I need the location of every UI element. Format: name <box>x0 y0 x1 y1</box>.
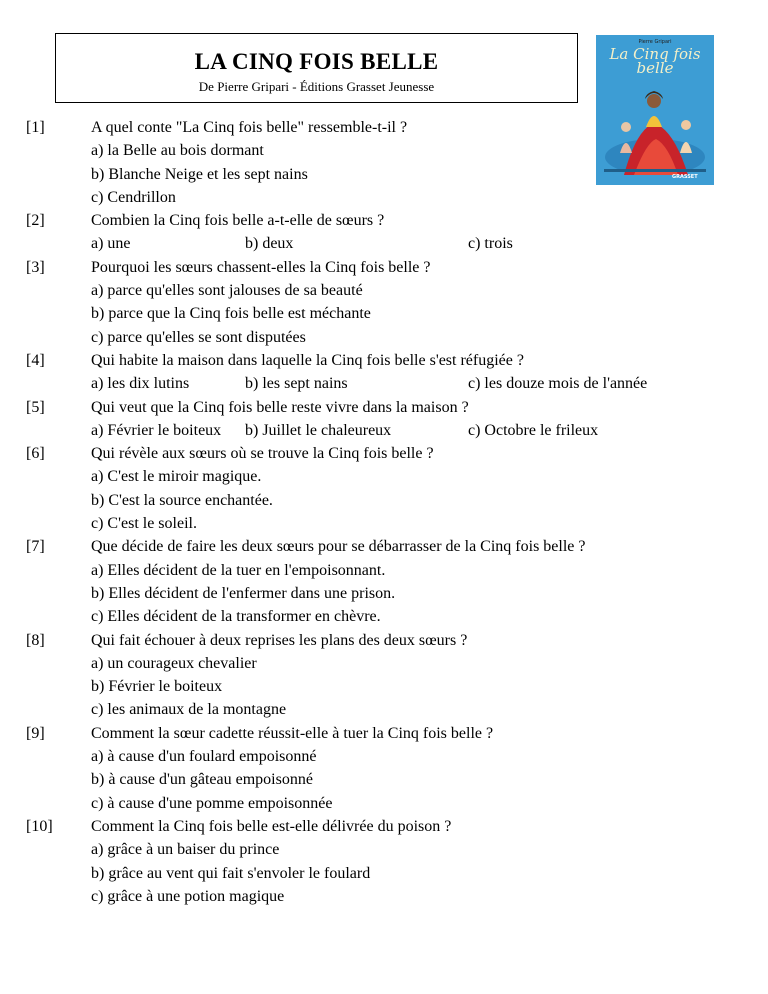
question-9 <box>0 722 768 745</box>
question-10 <box>0 815 768 838</box>
question-text: Que décide de faire les deux sœurs pour se débarrasser de la Cinq fois belle ? <box>91 538 586 556</box>
cover-title-line1: La Cinq fois <box>609 45 701 63</box>
answer-option: a) parce qu'elles sont jalouses de sa beauté <box>91 282 363 300</box>
question-7 <box>0 535 768 558</box>
answer-option: c) grâce à une potion magique <box>91 887 285 905</box>
question-6 <box>0 442 768 465</box>
question-number: [5] <box>26 398 45 416</box>
question-4 <box>0 349 768 372</box>
question-number: [4] <box>26 351 45 369</box>
answer-option: a) grâce à un baiser du prince <box>91 841 280 859</box>
question-text: Pourquoi les sœurs chassent-elles la Cinq fois belle ? <box>91 258 431 276</box>
answer-option: b) parce que la Cinq fois belle est méchante <box>91 305 371 323</box>
answer-option: a) Février le boiteux <box>91 421 222 439</box>
quiz-list <box>0 116 768 908</box>
question-number: [7] <box>26 538 45 556</box>
question-number: [2] <box>26 212 45 230</box>
answer-option: b) Elles décident de l'enfermer dans une prison. <box>91 584 396 602</box>
answer-option: a) les dix lutins <box>91 375 190 393</box>
page-title: LA CINQ FOIS BELLE <box>194 49 439 74</box>
question-number: [3] <box>26 258 45 276</box>
question-text: Combien la Cinq fois belle a-t-elle de sœurs ? <box>91 212 385 230</box>
answer-option: b) Blanche Neige et les sept nains <box>91 165 308 183</box>
answer-option: c) les douze mois de l'année <box>468 375 648 393</box>
answer-option: a) une <box>91 235 131 253</box>
answer-option: c) trois <box>468 235 513 253</box>
question-2 <box>0 209 768 232</box>
answer-option: a) C'est le miroir magique. <box>91 468 262 486</box>
answer-option: a) à cause d'un foulard empoisonné <box>91 748 317 766</box>
question-text: Comment la sœur cadette réussit-elle à tuer la Cinq fois belle ? <box>91 724 494 742</box>
answer-option: c) à cause d'une pomme empoisonnée <box>91 794 333 812</box>
question-number: [8] <box>26 631 45 649</box>
question-text: Comment la Cinq fois belle est-elle délivrée du poison ? <box>91 817 452 835</box>
answer-option: b) grâce au vent qui fait s'envoler le foulard <box>91 864 371 882</box>
question-number: [9] <box>26 724 45 742</box>
answer-option: a) Elles décident de la tuer en l'empoisonnant. <box>91 561 386 579</box>
question-text: Qui fait échouer à deux reprises les plans des deux sœurs ? <box>91 631 468 649</box>
answer-option: c) Cendrillon <box>91 188 176 206</box>
answer-option: b) Juillet le chaleureux <box>245 421 392 439</box>
question-1 <box>0 116 768 139</box>
title-box <box>55 33 578 103</box>
answer-option: c) Elles décident de la transformer en chèvre. <box>91 608 381 626</box>
cover-publisher: GRASSET <box>672 174 698 180</box>
question-number: [6] <box>26 445 45 463</box>
answer-option: c) C'est le soleil. <box>91 515 197 533</box>
answer-option: a) un courageux chevalier <box>91 654 257 672</box>
question-text: Qui habite la maison dans laquelle la Cinq fois belle s'est réfugiée ? <box>91 351 524 369</box>
cover-title <box>596 47 714 75</box>
cover-author: Pierre Gripari <box>638 39 672 45</box>
answer-option: c) parce qu'elles se sont disputées <box>91 328 306 346</box>
answer-option: b) les sept nains <box>245 375 348 393</box>
answer-option: b) Février le boiteux <box>91 678 223 696</box>
question-5 <box>0 396 768 419</box>
cover-title-line2: belle <box>636 59 674 77</box>
answer-option: c) Octobre le frileux <box>468 421 599 439</box>
page-subtitle: De Pierre Gripari - Éditions Grasset Jeunesse <box>198 79 435 94</box>
answer-option: b) deux <box>245 235 294 253</box>
question-text: Qui veut que la Cinq fois belle reste vivre dans la maison ? <box>91 398 469 416</box>
answer-option: b) à cause d'un gâteau empoisonné <box>91 771 313 789</box>
question-3 <box>0 256 768 279</box>
question-text: A quel conte "La Cinq fois belle" ressemble-t-il ? <box>91 119 408 136</box>
question-text: Qui révèle aux sœurs où se trouve la Cinq fois belle ? <box>91 445 434 463</box>
question-number: [10] <box>26 817 53 835</box>
question-number: [1] <box>26 119 45 136</box>
answer-option: b) C'est la source enchantée. <box>91 491 273 509</box>
answer-option: c) les animaux de la montagne <box>91 701 287 719</box>
question-8 <box>0 629 768 652</box>
answer-option: a) la Belle au bois dormant <box>91 142 264 160</box>
